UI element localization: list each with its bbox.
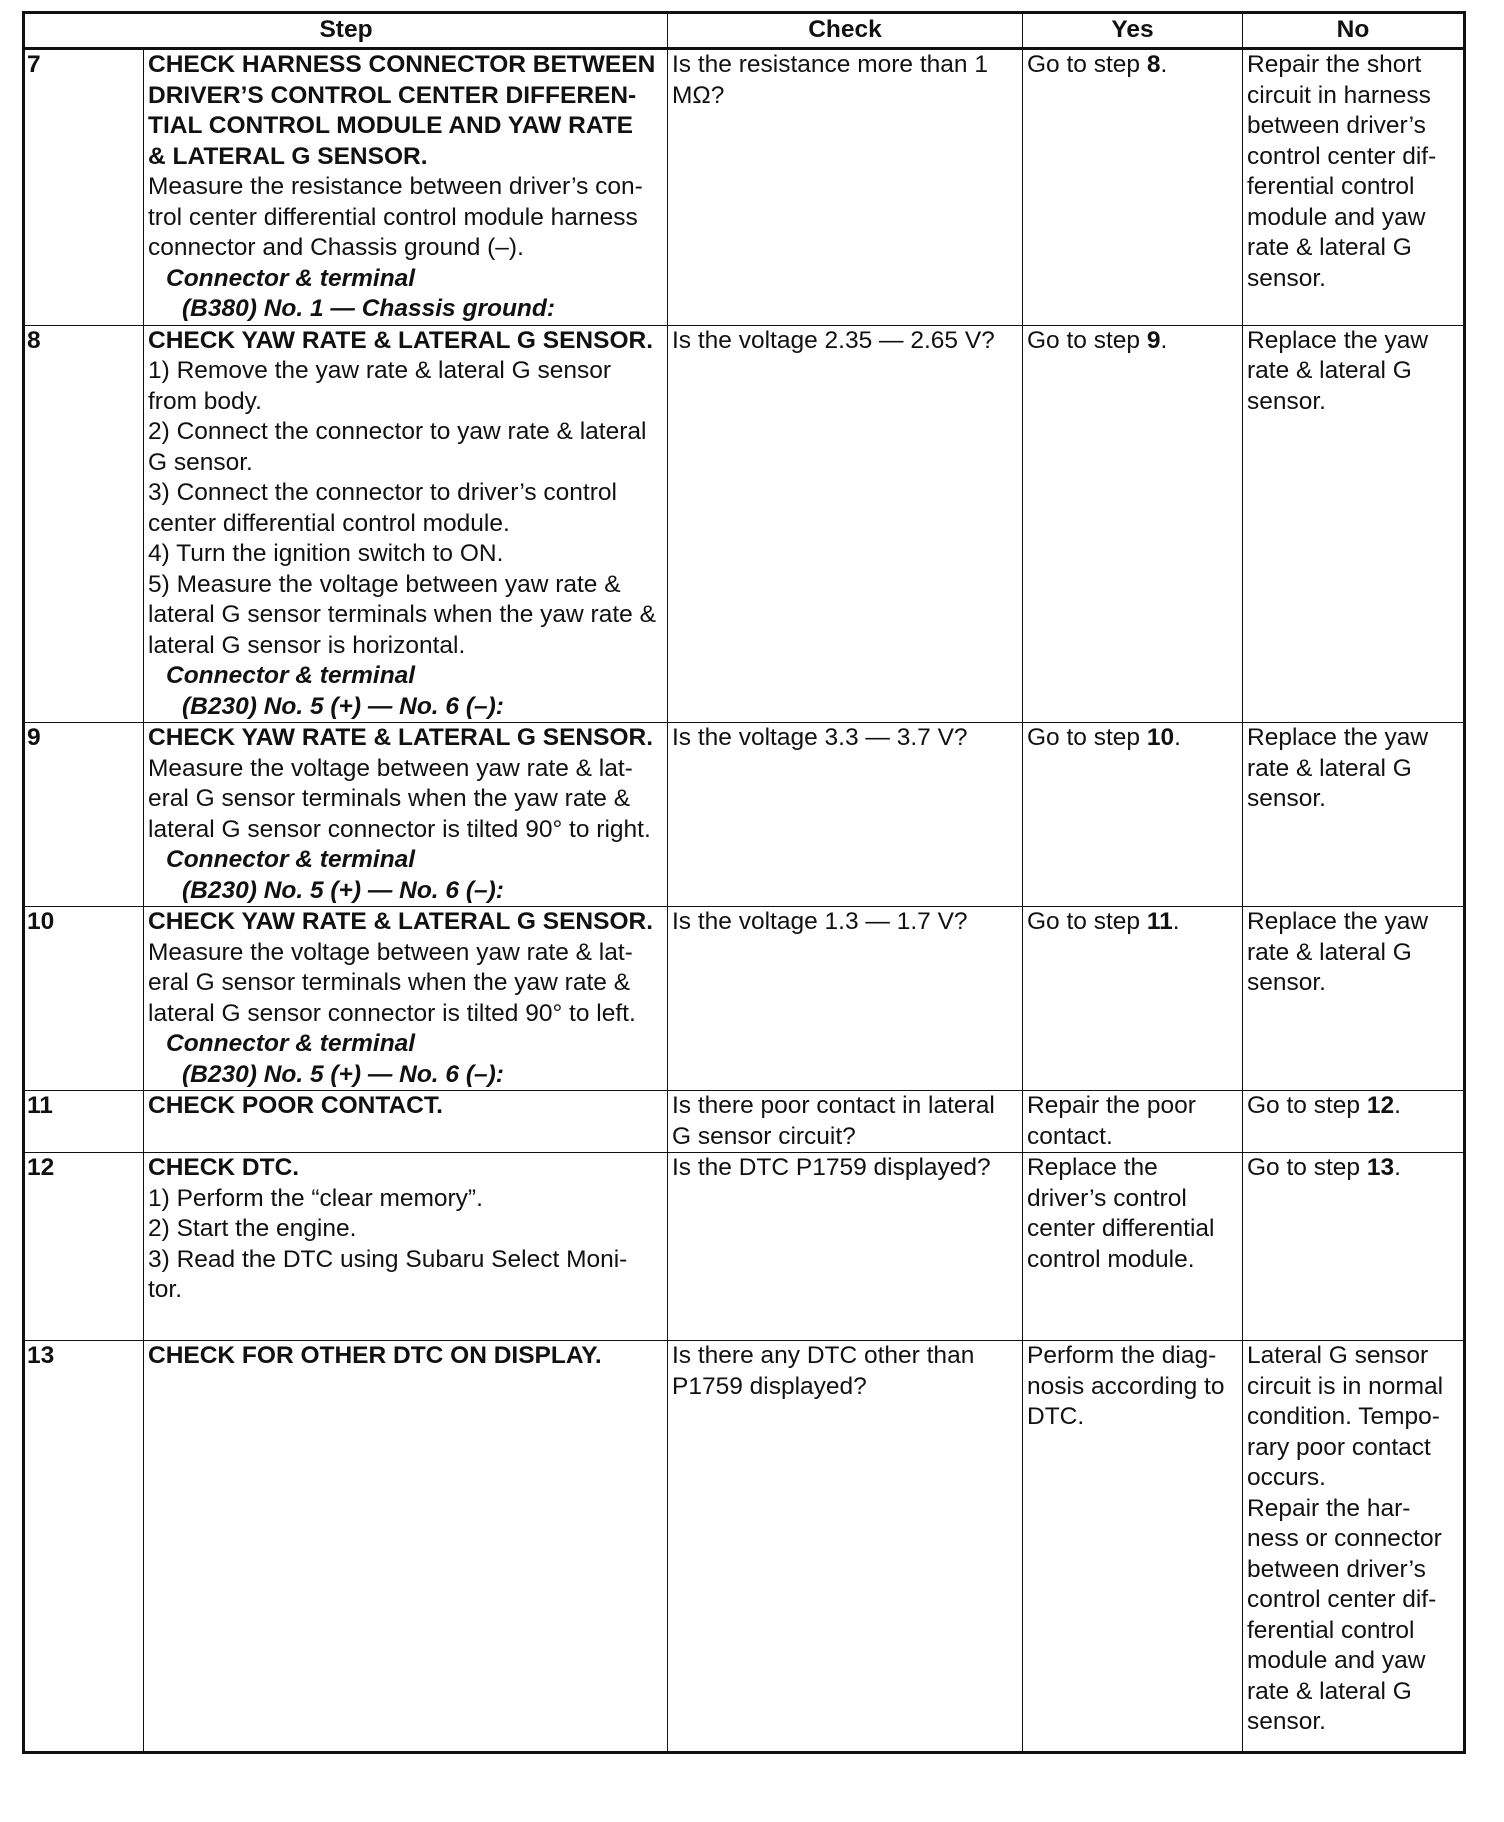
no-line: rate & lateral G xyxy=(1247,754,1412,782)
step-instruction: G sensor. xyxy=(148,448,253,476)
check-line: Is the voltage 1.3 — 1.7 V? xyxy=(672,908,968,935)
no-line: sensor. xyxy=(1247,264,1326,292)
no-action xyxy=(1243,49,1465,326)
yes-step-reference: 9 xyxy=(1146,326,1161,354)
table-header-row xyxy=(24,13,1465,49)
yes-line: Replace the xyxy=(1027,1154,1158,1181)
step-instruction: eral G sensor terminals when the yaw rate & xyxy=(148,969,631,996)
no-line: Replace the yaw xyxy=(1247,326,1429,354)
yes-go-to-text: Go to step xyxy=(1027,326,1147,354)
connector-terminal-value: (B230) No. 5 (+) — No. 6 (–): xyxy=(182,876,504,904)
step-instruction: lateral G sensor connector is tilted 90° to right. xyxy=(148,815,651,843)
step-instruction: 5) Measure the voltage between yaw rate & xyxy=(148,570,621,598)
yes-go-to-text: Go to step xyxy=(1027,908,1147,935)
connector-terminal-label: Connector & terminal xyxy=(166,1030,416,1057)
step-number: 11 xyxy=(24,1091,144,1153)
no-line: between driver’s xyxy=(1247,112,1426,139)
no-action xyxy=(1243,1341,1465,1753)
step-number: 7 xyxy=(24,49,144,326)
no-line: Replace the yaw xyxy=(1247,724,1429,751)
yes-step-reference: 8 xyxy=(1146,51,1161,78)
step-instruction: lateral G sensor terminals when the yaw rate & xyxy=(148,601,656,628)
yes-go-to-text: Go to step xyxy=(1027,51,1147,78)
check-line: Is the voltage 2.35 — 2.65 V? xyxy=(672,326,995,354)
connector-terminal-value: (B380) No. 1 — Chassis ground: xyxy=(182,295,556,322)
step-instruction: 3) Connect the connector to driver’s control xyxy=(148,479,617,506)
no-line: control center dif- xyxy=(1247,142,1437,170)
no-line: rate & lateral G xyxy=(1247,1677,1412,1705)
step-instruction: from body. xyxy=(148,387,262,415)
connector-terminal-label: Connector & terminal xyxy=(166,846,416,873)
step-description xyxy=(144,1091,668,1153)
step-number: 10 xyxy=(24,907,144,1091)
no-line: circuit is in normal xyxy=(1247,1372,1444,1400)
no-period: . xyxy=(1394,1154,1401,1181)
step-instruction: 2) Connect the connector to yaw rate & lateral xyxy=(148,418,647,445)
yes-line: driver’s control xyxy=(1027,1184,1187,1212)
yes-line: Repair the poor xyxy=(1027,1092,1196,1119)
check-line: Is there any DTC other than xyxy=(672,1342,975,1369)
step-instruction: lateral G sensor connector is tilted 90° to left. xyxy=(148,999,636,1027)
step-instruction: Measure the resistance between driver’s con- xyxy=(148,173,643,200)
no-line: Repair the har- xyxy=(1247,1494,1411,1522)
step-number: 12 xyxy=(24,1153,144,1341)
no-line: module and yaw xyxy=(1247,203,1426,231)
no-line: circuit in harness xyxy=(1247,81,1431,109)
no-line: Replace the yaw xyxy=(1247,908,1429,935)
table-row xyxy=(24,907,1465,1091)
table-row xyxy=(24,723,1465,907)
yes-action xyxy=(1023,49,1243,326)
check-question xyxy=(668,723,1023,907)
step-description xyxy=(144,1341,668,1753)
yes-step-reference: 10 xyxy=(1146,724,1175,751)
no-action xyxy=(1243,907,1465,1091)
check-question xyxy=(668,1153,1023,1341)
yes-action xyxy=(1023,1091,1243,1153)
step-title: CHECK DTC. xyxy=(148,1154,300,1181)
yes-line: DTC. xyxy=(1027,1403,1085,1430)
check-question xyxy=(668,1341,1023,1753)
step-instruction: Measure the voltage between yaw rate & lat- xyxy=(148,938,633,966)
step-instruction: lateral G sensor is horizontal. xyxy=(148,631,466,659)
table-row xyxy=(24,49,1465,326)
check-line: Is the DTC P1759 displayed? xyxy=(672,1154,991,1181)
connector-terminal-value: (B230) No. 5 (+) — No. 6 (–): xyxy=(182,692,504,720)
step-number: 13 xyxy=(24,1341,144,1753)
no-go-to-text: Go to step xyxy=(1247,1092,1367,1119)
step-title: CHECK HARNESS CONNECTOR BETWEEN xyxy=(148,51,656,78)
no-line: ness or connector xyxy=(1247,1525,1442,1552)
yes-period: . xyxy=(1172,908,1180,935)
step-instruction: 1) Remove the yaw rate & lateral G sensor xyxy=(148,357,611,384)
no-line: Lateral G sensor xyxy=(1247,1342,1429,1369)
step-instruction: tor. xyxy=(148,1276,183,1303)
yes-action xyxy=(1023,325,1243,723)
check-line: Is there poor contact in lateral xyxy=(672,1092,995,1119)
step-title: CHECK YAW RATE & LATERAL G SENSOR. xyxy=(148,908,654,935)
no-line: sensor. xyxy=(1247,387,1326,415)
step-title: CHECK POOR CONTACT. xyxy=(148,1092,443,1119)
no-line: control center dif- xyxy=(1247,1586,1437,1613)
no-line: module and yaw xyxy=(1247,1647,1426,1674)
header-check: Check xyxy=(668,13,1023,49)
yes-line: center differential xyxy=(1027,1215,1215,1242)
step-title: TIAL CONTROL MODULE AND YAW RATE xyxy=(148,112,634,139)
step-instruction: 2) Start the engine. xyxy=(148,1215,357,1242)
check-question xyxy=(668,1091,1023,1153)
check-question xyxy=(668,325,1023,723)
step-instruction: eral G sensor terminals when the yaw rate & xyxy=(148,785,631,812)
check-question xyxy=(668,907,1023,1091)
step-instruction: connector and Chassis ground (–). xyxy=(148,234,524,261)
yes-action xyxy=(1023,907,1243,1091)
table-row xyxy=(24,1153,1465,1341)
yes-action xyxy=(1023,723,1243,907)
step-instruction: 3) Read the DTC using Subaru Select Moni- xyxy=(148,1245,628,1273)
step-title: & LATERAL G SENSOR. xyxy=(148,142,428,170)
yes-period: . xyxy=(1174,724,1181,751)
yes-line: Perform the diag- xyxy=(1027,1342,1217,1369)
step-instruction: 1) Perform the “clear memory”. xyxy=(148,1184,483,1212)
step-title: CHECK FOR OTHER DTC ON DISPLAY. xyxy=(148,1342,602,1369)
no-action xyxy=(1243,723,1465,907)
yes-go-to-text: Go to step xyxy=(1027,724,1147,751)
no-line: occurs. xyxy=(1247,1464,1326,1491)
step-instruction: trol center differential control module harness xyxy=(148,203,638,231)
step-number: 8 xyxy=(24,325,144,723)
no-line: rate & lateral G xyxy=(1247,357,1412,384)
no-line: ferential control xyxy=(1247,173,1415,200)
yes-action xyxy=(1023,1153,1243,1341)
check-question xyxy=(668,49,1023,326)
yes-line: control module. xyxy=(1027,1245,1195,1273)
header-no: No xyxy=(1243,13,1465,49)
check-line: MΩ? xyxy=(672,81,725,109)
no-period: . xyxy=(1394,1092,1401,1119)
no-line: between driver’s xyxy=(1247,1555,1426,1583)
no-line: condition. Tempo- xyxy=(1247,1403,1440,1430)
connector-terminal-label: Connector & terminal xyxy=(166,662,416,689)
connector-terminal-label: Connector & terminal xyxy=(166,264,416,292)
table-row xyxy=(24,1091,1465,1153)
step-description xyxy=(144,907,668,1091)
check-line: Is the voltage 3.3 — 3.7 V? xyxy=(672,724,968,751)
no-line: rate & lateral G xyxy=(1247,234,1412,261)
header-step: Step xyxy=(24,13,668,49)
no-action xyxy=(1243,325,1465,723)
step-description xyxy=(144,1153,668,1341)
yes-line: contact. xyxy=(1027,1122,1113,1150)
no-line: sensor. xyxy=(1247,969,1326,996)
step-title: CHECK YAW RATE & LATERAL G SENSOR. xyxy=(148,326,654,354)
check-line: G sensor circuit? xyxy=(672,1122,856,1150)
step-title: DRIVER’S CONTROL CENTER DIFFEREN- xyxy=(148,81,637,109)
no-go-to-text: Go to step xyxy=(1247,1154,1367,1181)
step-title: CHECK YAW RATE & LATERAL G SENSOR. xyxy=(148,724,654,751)
connector-terminal-value: (B230) No. 5 (+) — No. 6 (–): xyxy=(182,1060,504,1088)
no-line: rary poor contact xyxy=(1247,1433,1431,1461)
table-row xyxy=(24,1341,1465,1753)
step-description xyxy=(144,49,668,326)
yes-action xyxy=(1023,1341,1243,1753)
no-action xyxy=(1243,1153,1465,1341)
yes-period: . xyxy=(1160,326,1168,354)
table-row xyxy=(24,325,1465,723)
no-step-reference: 13 xyxy=(1366,1154,1395,1181)
step-instruction: 4) Turn the ignition switch to ON. xyxy=(148,540,504,567)
no-action xyxy=(1243,1091,1465,1153)
no-line: sensor. xyxy=(1247,785,1326,812)
no-line: Repair the short xyxy=(1247,51,1422,78)
step-number: 9 xyxy=(24,723,144,907)
yes-period: . xyxy=(1160,51,1168,78)
step-instruction: Measure the voltage between yaw rate & lat- xyxy=(148,754,633,782)
no-line: rate & lateral G xyxy=(1247,938,1412,966)
step-instruction: center differential control module. xyxy=(148,509,510,537)
no-line: sensor. xyxy=(1247,1708,1326,1735)
step-description xyxy=(144,723,668,907)
check-line: Is the resistance more than 1 xyxy=(672,51,988,78)
yes-line: nosis according to xyxy=(1027,1372,1225,1400)
step-description xyxy=(144,325,668,723)
table-body xyxy=(24,49,1465,1753)
check-line: P1759 displayed? xyxy=(672,1372,867,1400)
no-line: ferential control xyxy=(1247,1616,1415,1644)
yes-step-reference: 11 xyxy=(1146,908,1173,935)
diagnostic-table xyxy=(22,11,1466,1754)
no-step-reference: 12 xyxy=(1366,1092,1395,1119)
header-yes: Yes xyxy=(1023,13,1243,49)
